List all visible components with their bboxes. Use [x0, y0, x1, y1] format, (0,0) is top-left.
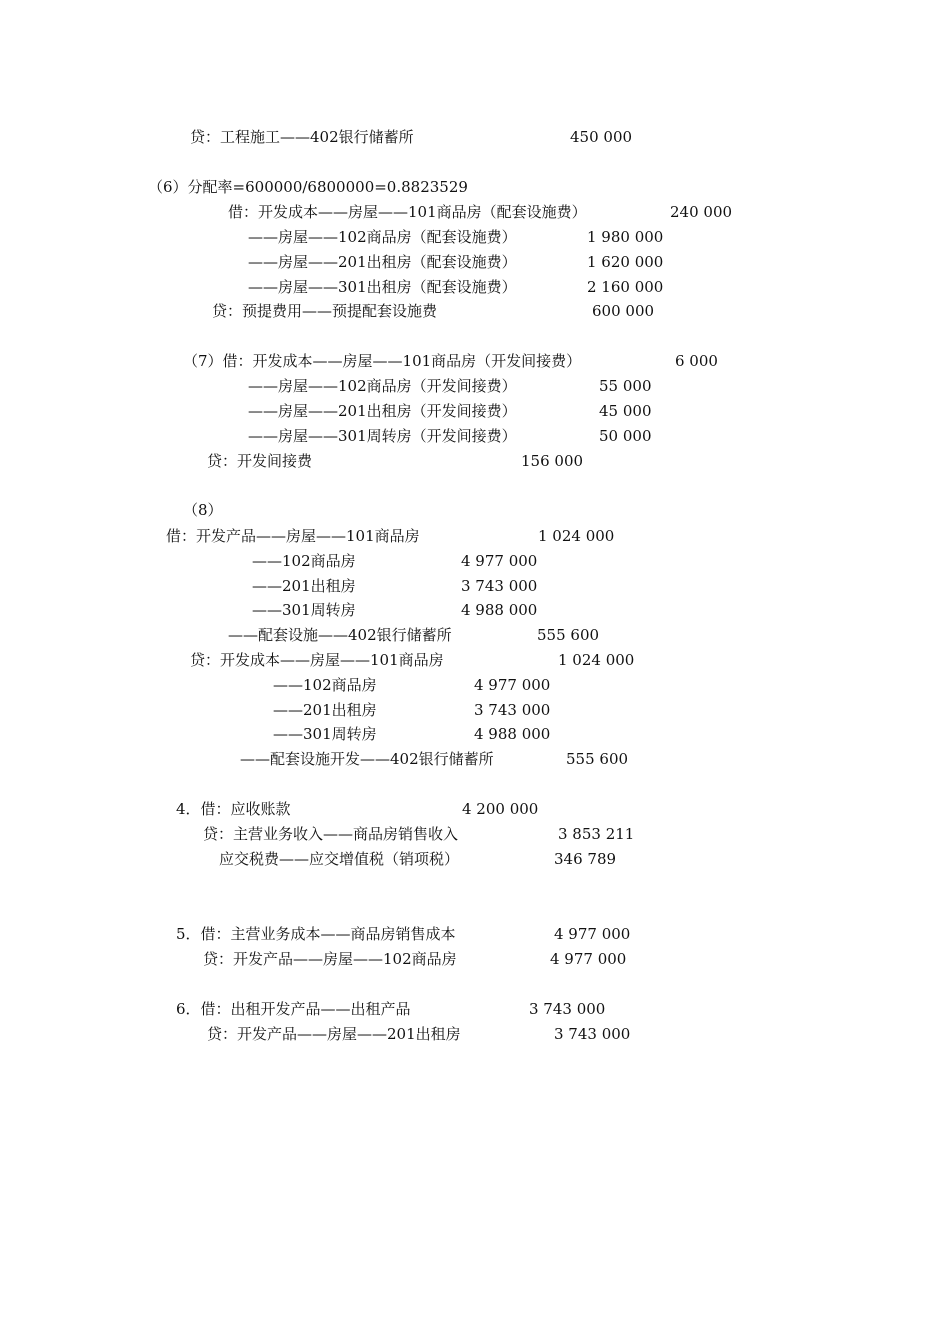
entry-amount: 4 988 000: [474, 725, 551, 743]
entry-account: 贷：主营业务收入——商品房销售收入: [203, 825, 459, 843]
entry-amount: 6 000: [675, 352, 718, 370]
entry-account: （7）借：开发成本——房屋——101商品房（开发间接费）: [183, 352, 582, 370]
entry-amount: 1 024 000: [538, 527, 615, 545]
entry-account: ——301周转房: [252, 601, 356, 619]
entry-amount: 450 000: [570, 128, 633, 146]
entry-amount: 3 743 000: [529, 1000, 606, 1018]
entry-amount: 4 977 000: [474, 676, 551, 694]
entry-amount: 4 977 000: [550, 950, 627, 968]
entry-amount: 3 853 211: [558, 825, 635, 843]
entry-amount: 3 743 000: [461, 577, 538, 595]
entry-account: ——房屋——301出租房（配套设施费）: [248, 278, 517, 296]
entry-account: ——房屋——102商品房（配套设施费）: [248, 228, 517, 246]
entry-account: （6）分配率=600000/6800000=0.8823529: [148, 178, 468, 196]
entry-amount: 4 977 000: [554, 925, 631, 943]
entry-account: ——301周转房: [273, 725, 377, 743]
entry-amount: 156 000: [521, 452, 584, 470]
entry-account: ——201出租房: [252, 577, 356, 595]
entry-account: 贷：预提费用——预提配套设施费: [212, 302, 438, 320]
entry-amount: 55 000: [599, 377, 652, 395]
entry-amount: 1 620 000: [587, 253, 664, 271]
entry-account: ——配套设施开发——402银行储蓄所: [240, 750, 494, 768]
entry-account: 借：开发产品——房屋——101商品房: [166, 527, 420, 545]
entry-amount: 3 743 000: [554, 1025, 631, 1043]
entry-account: 5．借：主营业务成本——商品房销售成本: [176, 925, 456, 943]
entry-amount: 4 988 000: [461, 601, 538, 619]
entry-account: 贷：开发产品——房屋——102商品房: [203, 950, 457, 968]
entry-account: 贷：开发产品——房屋——201出租房: [207, 1025, 461, 1043]
entry-amount: 50 000: [599, 427, 652, 445]
entry-account: ——房屋——201出租房（配套设施费）: [248, 253, 517, 271]
entry-amount: 3 743 000: [474, 701, 551, 719]
entry-amount: 4 200 000: [462, 800, 539, 818]
entry-account: 贷：开发间接费: [207, 452, 313, 470]
entry-account: ——配套设施——402银行储蓄所: [228, 626, 452, 644]
entry-account: 借：开发成本——房屋——101商品房（配套设施费）: [228, 203, 587, 221]
entry-amount: 555 600: [537, 626, 600, 644]
entry-account: 4．借：应收账款: [176, 800, 291, 818]
entry-account: ——房屋——301周转房（开发间接费）: [248, 427, 517, 445]
entry-account: ——房屋——201出租房（开发间接费）: [248, 402, 517, 420]
entry-amount: 1 980 000: [587, 228, 664, 246]
entry-account: 贷：开发成本——房屋——101商品房: [190, 651, 444, 669]
entry-amount: 2 160 000: [587, 278, 664, 296]
entry-account: ——102商品房: [252, 552, 356, 570]
entry-amount: 346 789: [554, 850, 617, 868]
entry-amount: 45 000: [599, 402, 652, 420]
entry-account: 应交税费——应交增值税（销项税）: [219, 850, 460, 868]
entry-amount: 1 024 000: [558, 651, 635, 669]
entry-account: 6．借：出租开发产品——出租产品: [176, 1000, 411, 1018]
entry-account: ——102商品房: [273, 676, 377, 694]
entry-amount: 240 000: [670, 203, 733, 221]
entry-account: ——房屋——102商品房（开发间接费）: [248, 377, 517, 395]
entry-amount: 4 977 000: [461, 552, 538, 570]
entry-account: 贷：工程施工——402银行储蓄所: [190, 128, 414, 146]
entry-account: ——201出租房: [273, 701, 377, 719]
entry-account: （8）: [183, 501, 223, 519]
entry-amount: 600 000: [592, 302, 655, 320]
entry-amount: 555 600: [566, 750, 629, 768]
